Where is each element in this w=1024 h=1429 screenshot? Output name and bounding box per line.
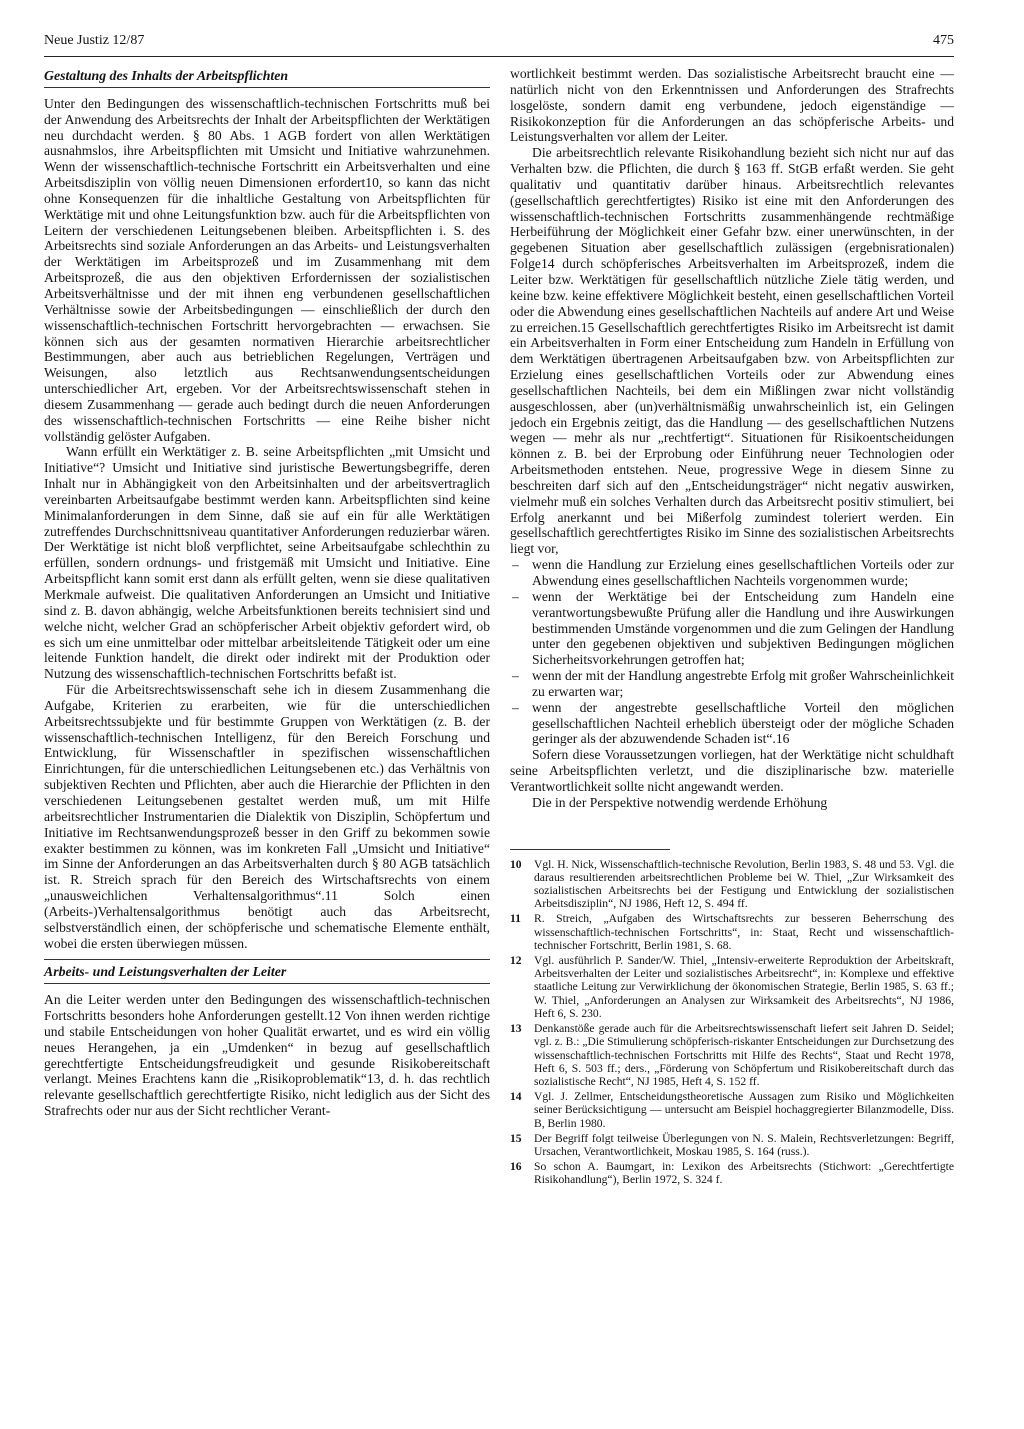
paragraph: wortlichkeit bestimmt werden. Das sozialistische Arbeitsrecht braucht eine — natürlich nicht von den Erkenntnissen und Anforderungen des Strafrechts losgelöste, sondern damit eng verbundene, jedoch eigenständige — Risikokonzeption für die Anforderungen an das schöpferische Arbeits- und Leistungsverhalten vor allem der Leiter.: [510, 66, 954, 145]
paragraph: Für die Arbeitsrechtswissenschaft sehe ich in diesem Zusammenhang die Aufgabe, Kriterien zu erarbeiten, wie für die unterschiedlichen Arbeitsrechtssubjekte und für bestimmte Gruppen von Werktätigen (z. B. der wissenschaftlich-technischen Intelligenz, für den Bereich Forschung und Entwicklung, für Wissenschaftler in spezifischen wissenschaftlichen Einrichtungen, für die unterschiedlichen Leitungsebenen etc.) das Verhältnis von subjektiven Rechten und Pflichten, aber auch die Hierarchie der Pflichten in den verschiedenen Leitungsebenen gestaltet werden muß, um mit Hilfe arbeitsrechtlicher Instrumentarien die Dialektik von Disziplin, Schöpfertum und Initiative im Rechtsanwendungsprozeß besser in den Griff zu bekommen sowie exakter bestimmen zu können, was im konkreten Fall „Umsicht und Initiative“ im Sinne der Anforderungen an das Arbeitsverhalten durch § 80 AGB tatsächlich ist. R. Streich sprach für den Bereich des Wirtschaftsrechts von einem „unausweichlichen Verhaltensalgorithmus“.11 Solch einen (Arbeits-)Verhaltensalgorithmus benötigt auch das Arbeitsrecht, selbstverständlich einen, der schöpferische und schematische Elemente enthält, wobei die ersten überwiegen müssen.: [44, 682, 490, 951]
section-heading-leiter: Arbeits- und Leistungsverhalten der Leiter: [44, 964, 287, 980]
footnote-number: 14: [510, 1090, 522, 1104]
header-rule: [44, 56, 954, 57]
footnote: [510, 1160, 954, 1186]
paragraph: Wann erfüllt ein Werktätiger z. B. seine Arbeitspflichten „mit Umsicht und Initiative“? Umsicht und Initiative sind juristische Bewertungsbegriffe, deren Inhalt nur in Abhängigkeit von den Arbeitsinhalten und der arbeitsvertraglich vereinbarten Arbeitsaufgabe bestimmt werden kann. Arbeitspflichten sind keine Minimalanforderungen in dem Sinne, daß sie auf ein für alle Werktätigen zutreffendes Durchschnittsniveau quantitativer Anforderungen reduzierbar wären. Der Werktätige ist nicht bloß verpflichtet, seine Arbeitsaufgabe schlechthin zu erfüllen, sondern ordnungs- und fristgemäß mit Umsicht und Initiative. Eine Arbeitspflicht kann somit erst dann als erfüllt gelten, wenn sie diese qualitativen Merkmale aufweist. Die qualitativen Anforderungen an Umsicht und Initiative sind z. B. davon abhängig, welche Arbeitsfunktionen bereits technisiert sind und welche nicht, welcher Grad an schöpferischer Arbeit objektiv gefordert wird, ob es sich um eine unmittelbar oder mittelbar arbeitsleitende Tätigkeit oder um eine leitende Funktion handelt, die direkt oder indirekt mit der Produktion oder Nutzung des wissenschaftlich-technischen Fortschritts befaßt ist.: [44, 444, 490, 682]
footnote-text: Denkanstöße gerade auch für die Arbeitsrechtswissenschaft liefert seit Jahren D. Seidel; vgl. z. B.: „Die Stimulierung schöpferisch-riskanter Entscheidungen zur Durchsetzung des wissenschaftlich-technischen Fortschritts mit Hilfe des Rechts“, Staat und Recht 1978, Heft 6, S. 503 ff.; ders., „Förderung von Schöpfertum und Risikobereitschaft durch das sozialistische Recht“, NJ 1985, Heft 4, S. 152 ff.: [534, 1022, 954, 1088]
section-heading-arbeitspflichten: Gestaltung des Inhalts der Arbeitspflichten: [44, 68, 289, 83]
footnote: [510, 858, 954, 911]
footnote: [510, 954, 954, 1020]
footnote-number: 13: [510, 1022, 522, 1036]
footnote: [510, 1090, 954, 1130]
right-column: [510, 66, 954, 1189]
footnote-text: So schon A. Baumgart, in: Lexikon des Arbeitsrechts (Stichwort: „Gerechtfertigte Risikohandlung“), Berlin 1972, S. 324 f.: [534, 1160, 954, 1187]
paragraph: Die arbeitsrechtlich relevante Risikohandlung bezieht sich nicht nur auf das Verhalten bzw. die Pflichten, die durch § 163 ff. StGB erfaßt werden. Sie geht qualitativ und quantitativ darüber hinaus. Arbeitsrechtlich relevantes (gesellschaftlich gerechtfertigtes) Risiko ist eine mit den Anforderungen des wissenschaftlich-technischen Fortschritts zusammenhängende rechtmäßige Herbeiführung der Möglichkeit einer Gefahr bzw. einer unerwünschten, in der gegebenen Situation aber gesellschaftlich zulässigen (ergebnisrationalen) Folge14 durch schöpferisches Arbeitsverhalten im Arbeitsprozeß, indem die Leiter bzw. Werktätigen für gesellschaftlich nützliche Ziele tätig werden, und keine bzw. keine effektivere Möglichkeit besteht, einen gesellschaftlichen Vorteil oder die Abwendung eines gesellschaftlichen Nachteils auf andere Art und Weise zu erreichen.15 Gesellschaftlich gerechtfertigtes Risiko im Arbeitsrecht ist damit ein Arbeitsverhalten in Form einer Entscheidung zum Handeln in Erfüllung von dem Werktätigen übertragenen Arbeitsaufgaben bzw. von Arbeitspflichten zur Erzielung eines gesellschaftlichen Vorteils oder zur Abwendung eines gesellschaftlichen Nachteils, bei dem ein Mißlingen zwar nicht vollständig ausgeschlossen, aber (un)verhältnismäßig unwahrscheinlich ist, ein Gelingen jedoch ein Ergebnis zeitigt, das die Handlung — des gesellschaftlichen Nutzens wegen — mehr als nur „rechtfertigt“. Situationen für Risikoentscheidungen können z. B. bei der Erprobung oder Einführung neuer Technologien oder Arbeitsmethoden entstehen. Neue, progressive Wege in diesem Sinne zu beschreiten darf sich auf den „Entscheidungsträger“ nicht negativ auswirken, vielmehr muß ein solches Verhalten durch das Arbeitsrecht positiv stimuliert, bei Erfolg anerkannt und bei Mißerfolg zumindest toleriert werden. Ein gesellschaftlich gerechtfertigtes Risiko im Sinne des sozialistischen Arbeitsrechts liegt vor,: [510, 145, 954, 557]
heading-rule: [44, 87, 490, 88]
left-column: [44, 66, 490, 1119]
list-item: – wenn der mit der Handlung angestrebte Erfolg mit großer Wahrscheinlichkeit zu erwarten war;: [510, 668, 954, 700]
criteria-list: [510, 557, 954, 747]
footnote-text: Vgl. ausführlich P. Sander/W. Thiel, „Intensiv-erweiterte Reproduktion der Arbeitskraft, Arbeitsverhalten der Leiter und sozialistisches Arbeitsrecht“, in: Komplexe und effektive staatliche Leitung zur Verwirklichung der ökonomischen Strategie, Berlin 1985, S. 63 ff.; W. Thiel, „Anforderungen an Analysen zur Wirksamkeit des Arbeitsrechts“, NJ 1986, Heft 6, S. 230.: [534, 954, 954, 1020]
journal-issue: Neue Justiz 12/87: [44, 33, 145, 48]
footnote-text: Der Begriff folgt teilweise Überlegungen von N. S. Malein, Rechtsverletzungen: Begriff, Ursachen, Verantwortlichkeit, Moskau 1985, S. 164 (russ.).: [534, 1131, 954, 1158]
list-item: – wenn der angestrebte gesellschaftliche Vorteil den möglichen gesellschaftlichen Nachteil erheblich übersteigt oder der mögliche Schaden geringer als der abzuwendende Schaden ist“.16: [510, 700, 954, 748]
footnote-text: Vgl. J. Zellmer, Entscheidungstheoretische Aussagen zum Risiko und Möglichkeiten seiner Berücksichtigung — untersucht am Beispiel hochaggregierter Bilanzmodelle, Diss. B, Berlin 1980.: [534, 1090, 954, 1130]
paragraph: Die in der Perspektive notwendig werdende Erhöhung: [532, 794, 828, 810]
section-rule: [44, 959, 490, 960]
footnotes: [510, 858, 954, 1187]
footnote-number: 15: [510, 1131, 522, 1145]
list-item: – wenn der Werktätige bei der Entscheidung zum Handeln eine verantwortungsbewußte Prüfung aller die Handlung und ihre Auswirkungen bestimmenden Umstände vorgenommen und die zum Gelingen der Handlung unter den gegebenen objektiven und subjektiven Bedingungen möglichen Sicherheitsvorkehrungen getroffen hat;: [510, 589, 954, 668]
footnote-number: 10: [510, 857, 522, 871]
paragraph: An die Leiter werden unter den Bedingungen des wissenschaftlich-technischen Fortschritts besonders hohe Anforderungen gestellt.12 Von ihnen werden richtige und stabile Entscheidungen von hoher Qualität erwartet, und es wird ein völlig neues Herangehen, ja ein „Umdenken“ in bezug auf gesellschaftlich gerechtfertigte Entscheidungsfreudigkeit und gesunde Risikobereitschaft verlangt. Meines Erachtens kann die „Risikoproblematik“13, d. h. das rechtlich relevante gesellschaftlich gerechtfertigte Risiko, nicht lediglich aus der Sicht des Strafrechts oder nur aus der Sicht rechtlicher Verant-: [44, 992, 490, 1119]
footnote-rule: [510, 849, 670, 850]
footnote-number: 16: [510, 1160, 522, 1174]
footnote: [510, 912, 954, 952]
page-number: 475: [933, 33, 954, 48]
heading-rule: [44, 983, 490, 984]
footnote-text: R. Streich, „Aufgaben des Wirtschaftsrechts zur besseren Beherrschung des wissenschaftlich-technischen Fortschritts“, in: Staat, Recht und wissenschaftlich-technischer Fortschritt, Berlin 1981, S. 68.: [534, 912, 954, 952]
footnote: [510, 1132, 954, 1158]
paragraph: Sofern diese Voraussetzungen vorliegen, hat der Werktätige nicht schuldhaft seine Arbeitspflichten verletzt, und die disziplinarische bzw. materielle Verantwortlichkeit sollte nicht angewandt werden.: [510, 747, 954, 794]
footnote-text: Vgl. H. Nick, Wissenschaftlich-technische Revolution, Berlin 1983, S. 48 und 53. Vgl. die daraus resultierenden arbeitsrechtlichen Probleme bei W. Thiel, „Zur Wirksamkeit des sozialistischen Arbeitsrechts bei der Festigung und Entwicklung der sozialistischen Arbeitsdisziplin“, NJ 1986, Heft 12, S. 494 ff.: [534, 857, 954, 911]
footnote: [510, 1022, 954, 1088]
paragraph: Unter den Bedingungen des wissenschaftlich-technischen Fortschritts muß bei der Anwendung des Arbeitsrechts der Inhalt der Arbeitspflichten der Werktätigen neu durchdacht werden. § 80 Abs. 1 AGB fordert von allen Werktätigen ausnahmslos, ihre Arbeitspflichten mit Umsicht und Initiative wahrzunehmen. Wenn der wissenschaftlich-technische Fortschritt ein Arbeitsverhalten und eine Arbeitsdisziplin von völlig neuen Dimensionen erfordert10, so kann das nicht ohne Konsequenzen für die inhaltliche Gestaltung von Arbeitspflichten für Werktätige mit und ohne Leitungsfunktion bzw. auch für die Arbeitspflichten von Leitern der verschiedenen Leitungsebenen bleiben. Arbeitspflichten i. S. des Arbeitsrechts sind soziale Anforderungen an das Arbeits- und Leistungsverhalten der Werktätigen im Arbeitsprozeß und im Zusammenhang mit dem Arbeitsprozeß, die aus den objektiven Erfordernissen der sozialistischen Arbeitsverhältnisse und der mit ihnen eng verbundenen gesellschaftlichen Verhältnisse sowie der Arbeitsbedingungen — einschließlich der durch den wissenschaftlich-technischen Fortschritt hervorgebrachten — erwachsen. Sie können sich aus der gesamten normativen Hierarchie arbeitsrechtlicher Bestimmungen, aber auch aus betrieblichen Regelungen, Verträgen und Weisungen, also letztlich aus Rechtsanwendungsentscheidungen unterschiedlicher Art, ergeben. Vor der Arbeitsrechtswissenschaft stehen in diesem Zusammenhang — gerade auch bedingt durch die neuen Anforderungen des wissenschaftlich-technischen Fortschritts — eine Reihe bisher nicht vollständig gelöster Aufgaben.: [44, 95, 490, 444]
footnote-number: 12: [510, 954, 522, 968]
footnote-number: 11: [510, 912, 521, 926]
list-item: – wenn die Handlung zur Erzielung eines gesellschaftlichen Vorteils oder zur Abwendung eines gesellschaftlichen Nachteils vorgenommen wurde;: [510, 557, 954, 589]
